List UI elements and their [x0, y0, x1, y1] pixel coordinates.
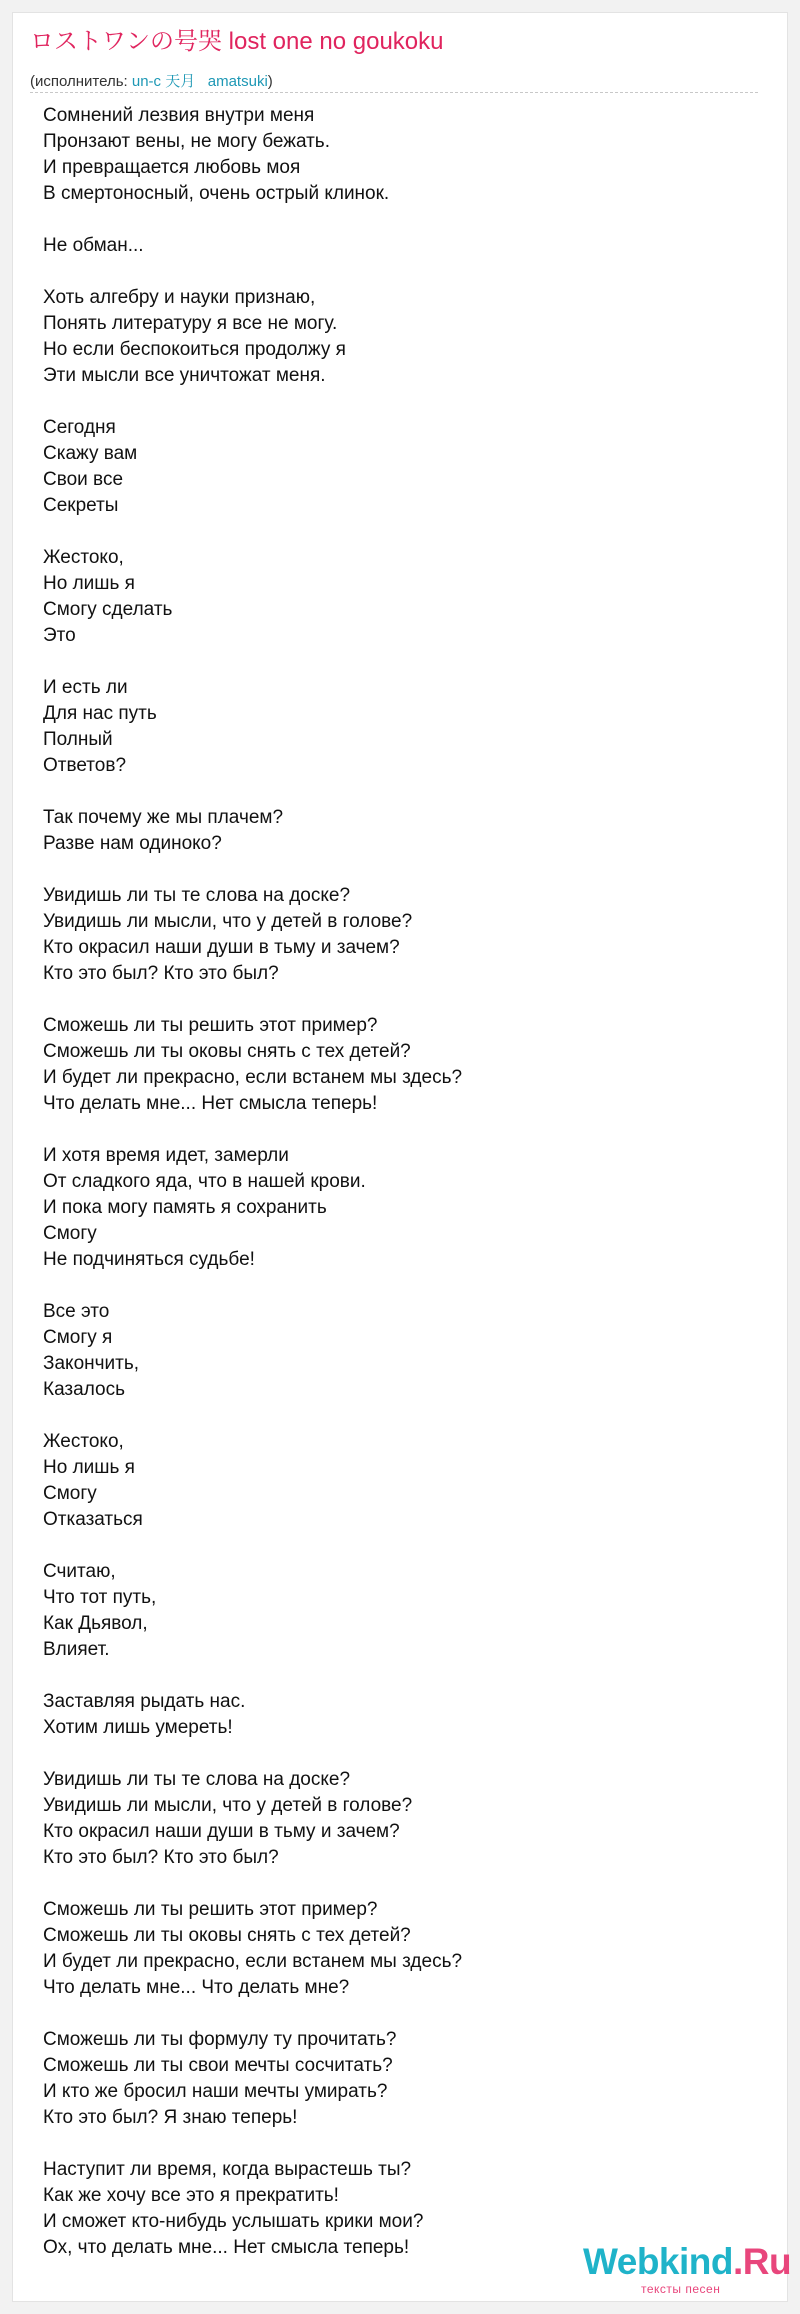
lyrics-line: Все это — [43, 1301, 110, 1322]
lyrics-line: Считаю, — [43, 1561, 116, 1582]
lyrics-line: Наступит ли время, когда вырастешь ты? — [43, 2159, 412, 2180]
lyrics-line: От сладкого яда, что в нашей крови. — [43, 1171, 366, 1192]
lyrics-line: Это — [43, 625, 76, 646]
lyrics-line: Сможешь ли ты оковы снять с тех детей? — [43, 1041, 411, 1062]
lyrics-line: Так почему же мы плачем? — [43, 807, 284, 828]
song-title: ロストワンの号哭 lost one no goukoku — [30, 28, 444, 55]
header-divider — [30, 92, 758, 93]
lyrics-line: Не обман... — [43, 235, 144, 256]
lyrics-line: Хоть алгебру и науки признаю, — [43, 287, 316, 308]
lyrics-line: Но лишь я — [43, 573, 135, 594]
lyrics-line: Жестоко, — [43, 547, 124, 568]
artist-line — [30, 72, 273, 92]
lyrics-line: Сможешь ли ты формулу ту прочитать? — [43, 2029, 397, 2050]
lyrics-stanza — [43, 1143, 763, 1273]
lyrics-body — [43, 103, 763, 2287]
lyrics-stanza — [43, 2027, 763, 2131]
lyrics-line: Казалось — [43, 1379, 125, 1400]
lyrics-line: Кто это был? Кто это был? — [43, 963, 279, 984]
lyrics-line: Сможешь ли ты свои мечты сосчитать? — [43, 2055, 393, 2076]
lyrics-stanza — [43, 103, 763, 207]
lyrics-line: Не подчиняться судьбе! — [43, 1249, 255, 1270]
lyrics-line: Полный — [43, 729, 113, 750]
lyrics-stanza — [43, 545, 763, 649]
lyrics-line: Что делать мне... Нет смысла теперь! — [43, 1093, 378, 1114]
lyrics-line: Что делать мне... Что делать мне? — [43, 1977, 350, 1998]
lyrics-line: Кто это был? Кто это был? — [43, 1847, 279, 1868]
logo-tld: .Ru — [733, 2241, 792, 2282]
lyrics-line: Сегодня — [43, 417, 116, 438]
lyrics-line: Секреты — [43, 495, 119, 516]
artist-link-amatsuki[interactable]: amatsuki — [207, 73, 268, 90]
lyrics-stanza — [43, 1429, 763, 1533]
lyrics-line: Увидишь ли мысли, что у детей в голове? — [43, 1795, 413, 1816]
lyrics-line: Закончить, — [43, 1353, 140, 1374]
lyrics-line: Смогу сделать — [43, 599, 173, 620]
lyrics-line: Смогу я — [43, 1327, 113, 1348]
lyrics-line: Жестоко, — [43, 1431, 124, 1452]
lyrics-line: Сомнений лезвия внутри меня — [43, 105, 315, 126]
lyrics-line: Кто это был? Я знаю теперь! — [43, 2107, 298, 2128]
lyrics-line: Разве нам одиноко? — [43, 833, 222, 854]
lyrics-line: И хотя время идет, замерли — [43, 1145, 289, 1166]
logo-tagline: тексты песен — [641, 2282, 721, 2296]
lyrics-line: Сможешь ли ты решить этот пример? — [43, 1899, 378, 1920]
lyrics-line: Как Дьявол, — [43, 1613, 148, 1634]
lyrics-stanza — [43, 1013, 763, 1117]
lyrics-line: Сможешь ли ты оковы снять с тех детей? — [43, 1925, 411, 1946]
lyrics-line: Заставляя рыдать нас. — [43, 1691, 246, 1712]
lyrics-line: Ох, что делать мне... Нет смысла теперь! — [43, 2237, 410, 2258]
lyrics-stanza — [43, 1897, 763, 2001]
artist-suffix: ) — [267, 73, 273, 90]
lyrics-stanza — [43, 1559, 763, 1663]
lyrics-stanza — [43, 1767, 763, 1871]
logo-wordmark: Webkind.Ru — [583, 2241, 792, 2282]
lyrics-line: Но лишь я — [43, 1457, 135, 1478]
lyrics-line: И превращается любовь моя — [43, 157, 301, 178]
lyrics-stanza — [43, 285, 763, 389]
lyrics-line: Ответов? — [43, 755, 127, 776]
lyrics-line: Увидишь ли ты те слова на доске? — [43, 1769, 351, 1790]
lyrics-line: Хотим лишь умереть! — [43, 1717, 233, 1738]
lyrics-stanza — [43, 233, 763, 259]
lyrics-line: Влияет. — [43, 1639, 110, 1660]
lyrics-line: И будет ли прекрасно, если встанем мы здесь? — [43, 1951, 463, 1972]
lyrics-line: Увидишь ли мысли, что у детей в голове? — [43, 911, 413, 932]
lyrics-line: Свои все — [43, 469, 124, 490]
lyrics-line: Кто окрасил наши души в тьму и зачем? — [43, 1821, 400, 1842]
lyrics-line: Понять литературу я все не могу. — [43, 313, 338, 334]
lyrics-line: Эти мысли все уничтожат меня. — [43, 365, 326, 386]
lyrics-line: Скажу вам — [43, 443, 138, 464]
lyrics-line: Отказаться — [43, 1509, 143, 1530]
lyrics-line: Но если беспокоиться продолжу я — [43, 339, 346, 360]
lyrics-line: И пока могу память я сохранить — [43, 1197, 327, 1218]
lyrics-line: Пронзают вены, не могу бежать. — [43, 131, 330, 152]
lyrics-stanza — [43, 415, 763, 519]
lyrics-stanza — [43, 805, 763, 857]
lyrics-line: В смертоносный, очень острый клинок. — [43, 183, 390, 204]
lyrics-line: И есть ли — [43, 677, 128, 698]
lyrics-line: Сможешь ли ты решить этот пример? — [43, 1015, 378, 1036]
lyrics-line: Что тот путь, — [43, 1587, 157, 1608]
lyrics-line: И кто же бросил наши мечты умирать? — [43, 2081, 388, 2102]
lyrics-stanza — [43, 1299, 763, 1403]
lyrics-line: Кто окрасил наши души в тьму и зачем? — [43, 937, 400, 958]
site-logo[interactable] — [583, 2240, 792, 2300]
lyrics-stanza — [43, 1689, 763, 1741]
lyrics-line: Смогу — [43, 1483, 97, 1504]
lyrics-stanza — [43, 675, 763, 779]
lyrics-line: И сможет кто-нибудь услышать крики мои? — [43, 2211, 424, 2232]
lyrics-line: Увидишь ли ты те слова на доске? — [43, 885, 351, 906]
lyrics-line: И будет ли прекрасно, если встанем мы здесь? — [43, 1067, 463, 1088]
artist-prefix: (исполнитель: — [30, 73, 132, 90]
lyrics-stanza — [43, 883, 763, 987]
lyrics-line: Для нас путь — [43, 703, 157, 724]
lyrics-line: Смогу — [43, 1223, 97, 1244]
lyrics-line: Как же хочу все это я прекратить! — [43, 2185, 339, 2206]
artist-link-uncc[interactable]: un-c 天月 — [131, 73, 196, 90]
